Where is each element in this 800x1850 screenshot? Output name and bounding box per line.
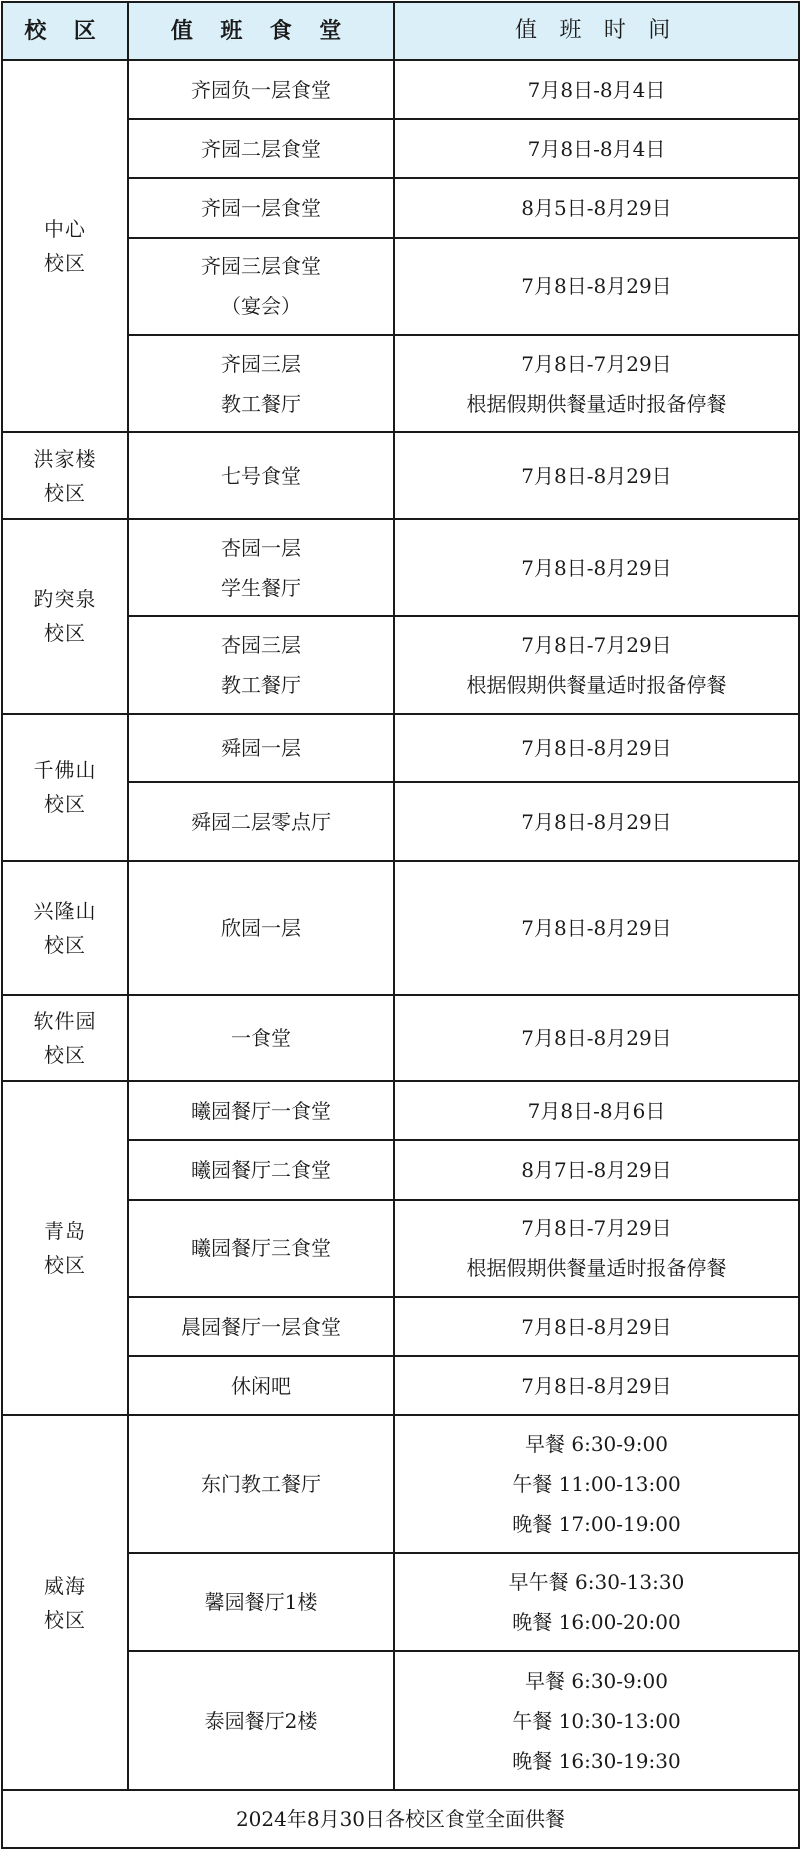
campus-line: 校区 [44,932,86,957]
campus-line: 洪家楼 [33,446,97,471]
canteen-cell [128,432,394,518]
canteen-line: 曦园餐厅一食堂 [191,1098,331,1123]
time-cell [394,119,799,178]
canteen-cell [128,714,394,782]
time-line: 7月8日-8月6日 [527,1098,666,1123]
time-line: 8月7日-8月29日 [521,1157,672,1182]
time-cell [394,1356,799,1415]
canteen-line: 齐园负一层食堂 [191,77,331,102]
canteen-cell [128,60,394,119]
time-line: 7月8日-8月29日 [521,809,672,834]
time-cell [394,861,799,995]
canteen-cell [128,335,394,432]
table-row [2,1415,799,1553]
campus-line: 校区 [44,792,86,817]
campus-line: 中心 [44,217,86,242]
canteen-line: 曦园餐厅二食堂 [191,1157,331,1182]
time-line: 晚餐 16:00-20:00 [512,1610,681,1635]
time-cell [394,335,799,432]
time-line: 晚餐 17:00-19:00 [512,1512,681,1537]
campus-line: 校区 [44,251,86,276]
campus-line: 千佛山 [33,758,97,783]
time-cell [394,714,799,782]
canteen-schedule-table [1,1,800,1849]
time-line: 7月8日-8月4日 [527,136,666,161]
canteen-cell [128,782,394,861]
canteen-cell [128,861,394,995]
canteen-line: 曦园餐厅三食堂 [191,1236,331,1261]
header-row [2,2,799,60]
canteen-line: 馨园餐厅1楼 [204,1590,318,1615]
table-row [2,1081,799,1140]
campus-line: 兴隆山 [33,898,97,923]
canteen-cell [128,1140,394,1199]
time-line: 7月8日-8月29日 [521,1314,672,1339]
canteen-line: 教工餐厅 [221,672,301,697]
canteen-cell [128,178,394,237]
campus-line: 青岛 [44,1219,86,1244]
canteen-line: 舜园二层零点厅 [191,809,331,834]
time-line: 早午餐 6:30-13:30 [508,1570,685,1595]
time-cell [394,1200,799,1297]
time-line: 7月8日-8月29日 [521,555,672,580]
canteen-cell [128,1200,394,1297]
time-line: 7月8日-8月29日 [521,1373,672,1398]
time-cell [394,1415,799,1553]
time-cell [394,995,799,1081]
time-line: 7月8日-7月29日 [521,351,672,376]
time-line: 7月8日-8月29日 [521,463,672,488]
time-cell [394,1553,799,1651]
header-time: 值 班 时 间 [394,2,799,60]
time-cell [394,1651,799,1790]
campus-line: 趵突泉 [33,587,97,612]
canteen-line: 泰园餐厅2楼 [204,1708,318,1733]
canteen-cell [128,238,394,335]
table-row [2,519,799,616]
canteen-line: （宴会） [221,294,301,319]
time-line: 根据假期供餐量适时报备停餐 [466,672,727,697]
campus-cell [2,519,128,714]
time-line: 8月5日-8月29日 [521,196,672,221]
campus-cell [2,1415,128,1790]
time-line: 7月8日-8月29日 [521,915,672,940]
canteen-line: 学生餐厅 [221,575,301,600]
canteen-line: 七号食堂 [221,463,301,488]
canteen-line: 杏园三层 [221,632,301,657]
canteen-line: 齐园三层 [221,351,301,376]
campus-line: 校区 [44,1253,86,1278]
time-line: 根据假期供餐量适时报备停餐 [466,391,727,416]
time-cell [394,1140,799,1199]
canteen-line: 齐园二层食堂 [201,136,321,161]
canteen-line: 休闲吧 [231,1373,291,1398]
time-cell [394,60,799,119]
time-cell [394,519,799,616]
time-line: 根据假期供餐量适时报备停餐 [466,1256,727,1281]
time-cell [394,782,799,861]
canteen-cell [128,1081,394,1140]
time-cell [394,1081,799,1140]
canteen-cell [128,519,394,616]
campus-cell [2,432,128,518]
canteen-line: 晨园餐厅一层食堂 [181,1314,341,1339]
table-row [2,995,799,1081]
footer-row [2,1790,799,1848]
canteen-line: 一食堂 [231,1025,291,1050]
campus-line: 校区 [44,621,86,646]
canteen-cell [128,995,394,1081]
table-row [2,714,799,782]
time-cell [394,178,799,237]
campus-cell [2,995,128,1081]
header-canteen: 值 班 食 堂 [128,2,394,60]
canteen-line: 东门教工餐厅 [201,1472,321,1497]
canteen-line: 齐园三层食堂 [201,254,321,279]
time-line: 7月8日-7月29日 [521,1216,672,1241]
header-campus: 校 区 [2,2,128,60]
campus-cell [2,714,128,862]
table-row [2,861,799,995]
canteen-cell [128,616,394,713]
campus-line: 校区 [44,1042,86,1067]
canteen-line: 杏园一层 [221,535,301,560]
time-cell [394,616,799,713]
campus-cell [2,60,128,432]
campus-line: 校区 [44,1607,86,1632]
campus-line: 软件园 [33,1008,97,1033]
canteen-line: 教工餐厅 [221,391,301,416]
table-row [2,60,799,119]
time-line: 7月8日-8月29日 [521,274,672,299]
time-line: 7月8日-8月29日 [521,735,672,760]
campus-line: 威海 [44,1573,86,1598]
campus-line: 校区 [44,480,86,505]
canteen-cell [128,1356,394,1415]
time-line: 7月8日-8月29日 [521,1025,672,1050]
time-cell [394,432,799,518]
time-line: 7月8日-8月4日 [527,77,666,102]
campus-cell [2,1081,128,1415]
canteen-line: 欣园一层 [221,915,301,940]
canteen-cell [128,1297,394,1356]
time-cell [394,1297,799,1356]
time-line: 晚餐 16:30-19:30 [512,1748,681,1773]
canteen-line: 齐园一层食堂 [201,196,321,221]
time-line: 早餐 6:30-9:00 [525,1432,668,1457]
time-cell [394,238,799,335]
canteen-cell [128,1651,394,1790]
time-line: 7月8日-7月29日 [521,632,672,657]
time-line: 早餐 6:30-9:00 [525,1668,668,1693]
time-line: 午餐 10:30-13:00 [512,1708,681,1733]
canteen-cell [128,119,394,178]
canteen-cell [128,1415,394,1553]
footer-note: 2024年8月30日各校区食堂全面供餐 [2,1790,799,1848]
table-row [2,432,799,518]
canteen-line: 舜园一层 [221,735,301,760]
canteen-cell [128,1553,394,1651]
campus-cell [2,861,128,995]
time-line: 午餐 11:00-13:00 [512,1472,681,1497]
